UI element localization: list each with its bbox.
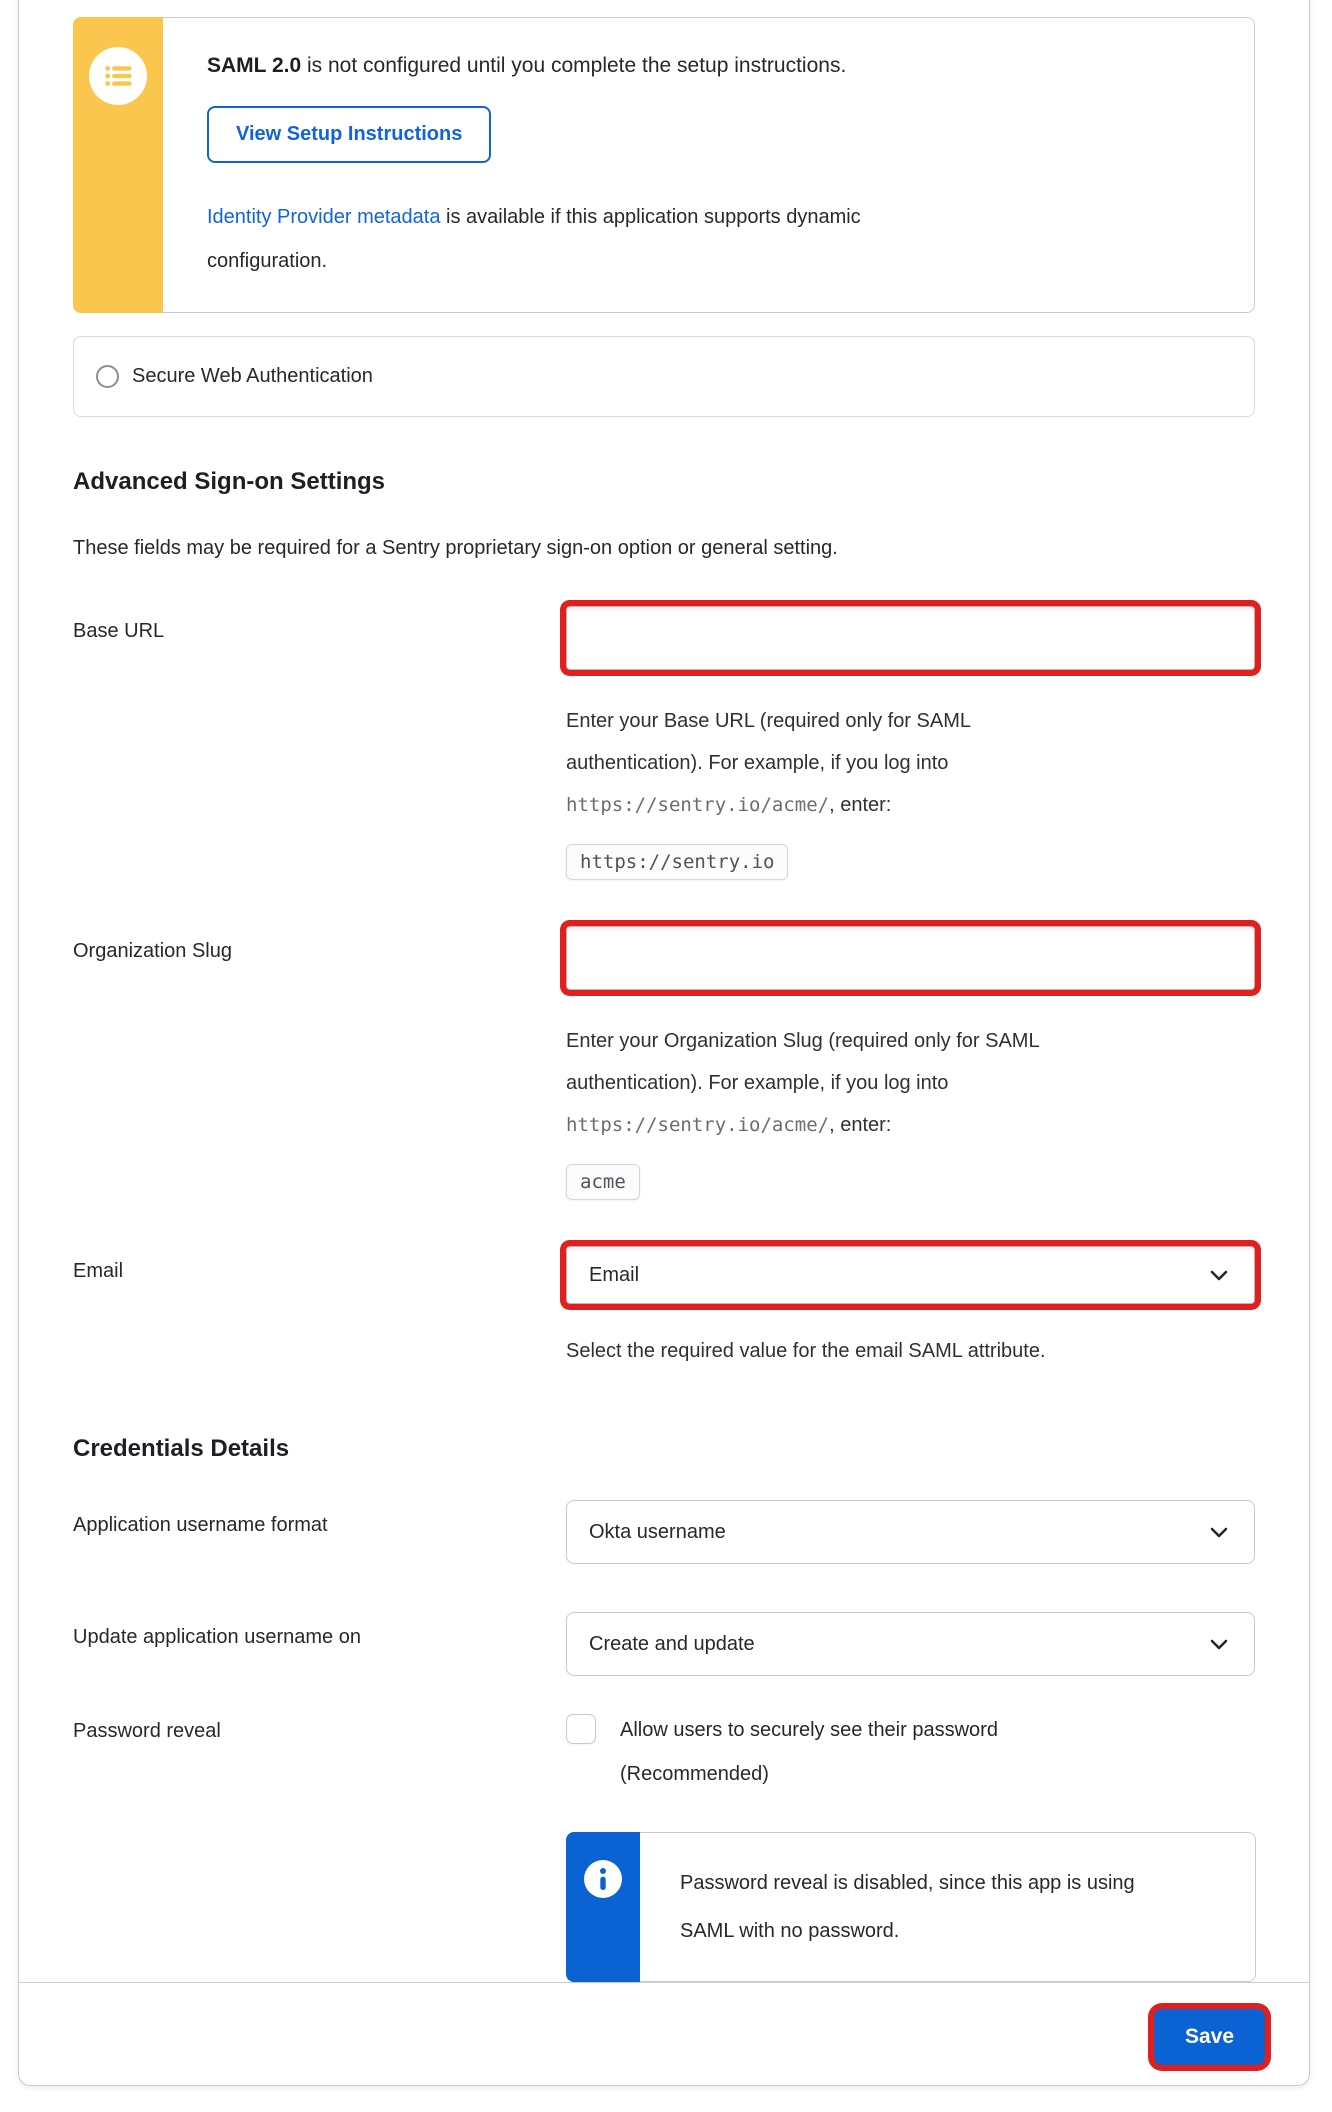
card-footer: [19, 1982, 1309, 2094]
credentials-details-heading: Credentials Details: [73, 1435, 290, 1462]
email-row: [73, 1246, 1255, 1372]
base-url-label: Base URL: [73, 620, 165, 642]
application-username-format-row: [73, 1500, 1255, 1564]
organization-slug-help-code: https://sentry.io/acme/: [566, 1114, 830, 1136]
base-url-control-group: [566, 606, 1255, 880]
base-url-example-chip: https://sentry.io: [566, 844, 788, 880]
application-username-format-select[interactable]: [566, 1500, 1255, 1564]
banner-title: [207, 54, 1210, 78]
email-control-group: [566, 1246, 1255, 1372]
advanced-sign-on-settings-description: These fields may be required for a Sentry proprietary sign-on option or general setting.: [73, 537, 838, 559]
view-setup-instructions-button[interactable]: View Setup Instructions: [207, 106, 491, 163]
organization-slug-label: Organization Slug: [73, 940, 232, 962]
metadata-paragraph: [207, 195, 887, 283]
banner-title-bold: SAML 2.0: [207, 54, 302, 77]
organization-slug-row: [73, 926, 1255, 1200]
password-reveal-info-callout: [566, 1832, 1256, 1982]
password-reveal-row: [73, 1706, 1255, 1982]
banner-title-rest: is not configured until you complete the setup instructions.: [301, 54, 847, 77]
organization-slug-help-text-1: Enter your Organization Slug (required only for SAML authentication). For example, if you log into: [566, 1030, 1039, 1094]
identity-provider-metadata-link[interactable]: Identity Provider metadata: [207, 206, 441, 228]
update-application-username-select[interactable]: [566, 1612, 1255, 1676]
email-select[interactable]: [566, 1246, 1255, 1304]
update-application-username-value: Create and update: [589, 1632, 755, 1655]
banner-content: [163, 17, 1255, 313]
swa-radio-label: Secure Web Authentication: [132, 365, 373, 387]
organization-slug-help: [566, 1020, 1086, 1146]
chevron-down-icon: [1206, 1262, 1232, 1288]
email-select-value: Email: [589, 1263, 640, 1286]
advanced-sign-on-settings-heading: Advanced Sign-on Settings: [73, 468, 386, 495]
chevron-down-icon: [1206, 1631, 1232, 1657]
update-application-username-row: [73, 1612, 1255, 1676]
swa-radio-button[interactable]: [96, 365, 119, 388]
base-url-help: [566, 700, 1086, 826]
base-url-input[interactable]: [566, 606, 1255, 670]
password-reveal-label: Password reveal: [73, 1720, 221, 1742]
base-url-help-text-2: , enter:: [829, 794, 892, 816]
base-url-row: [73, 606, 1255, 880]
application-username-format-label: Application username format: [73, 1514, 328, 1536]
password-reveal-checkbox[interactable]: [566, 1714, 596, 1744]
base-url-help-text-1: Enter your Base URL (required only for SAML authentication). For example, if you log into: [566, 710, 971, 774]
swa-option-box[interactable]: [73, 336, 1255, 417]
save-button[interactable]: Save: [1154, 2009, 1265, 2065]
organization-slug-example-chip: acme: [566, 1164, 640, 1200]
metadata-paragraph-rest: is available if this application supports dynamic configuration.: [207, 206, 861, 272]
saml-warning-banner: [73, 17, 1255, 313]
card-body: [19, 0, 1309, 1982]
info-callout-content: [640, 1832, 1256, 1982]
app-settings-card: [18, 0, 1310, 2086]
update-application-username-label: Update application username on: [73, 1626, 361, 1648]
list-icon: [89, 47, 147, 105]
password-reveal-checkbox-label: Allow users to securely see their password (Recommended): [620, 1719, 998, 1785]
organization-slug-help-text-2: , enter:: [829, 1114, 892, 1136]
banner-warning-strip: [73, 17, 163, 313]
chevron-down-icon: [1206, 1519, 1232, 1545]
password-reveal-checkbox-row: [566, 1706, 1256, 1796]
email-label: Email: [73, 1260, 124, 1282]
base-url-help-code: https://sentry.io/acme/: [566, 794, 830, 816]
info-callout-message: Password reveal is disabled, since this app is using SAML with no password.: [680, 1872, 1135, 1942]
info-icon: [584, 1860, 622, 1898]
application-username-format-value: Okta username: [589, 1520, 726, 1543]
info-callout-strip: [566, 1832, 640, 1982]
organization-slug-control-group: [566, 926, 1255, 1200]
organization-slug-input[interactable]: [566, 926, 1255, 990]
email-help: Select the required value for the email SAML attribute.: [566, 1340, 1046, 1362]
